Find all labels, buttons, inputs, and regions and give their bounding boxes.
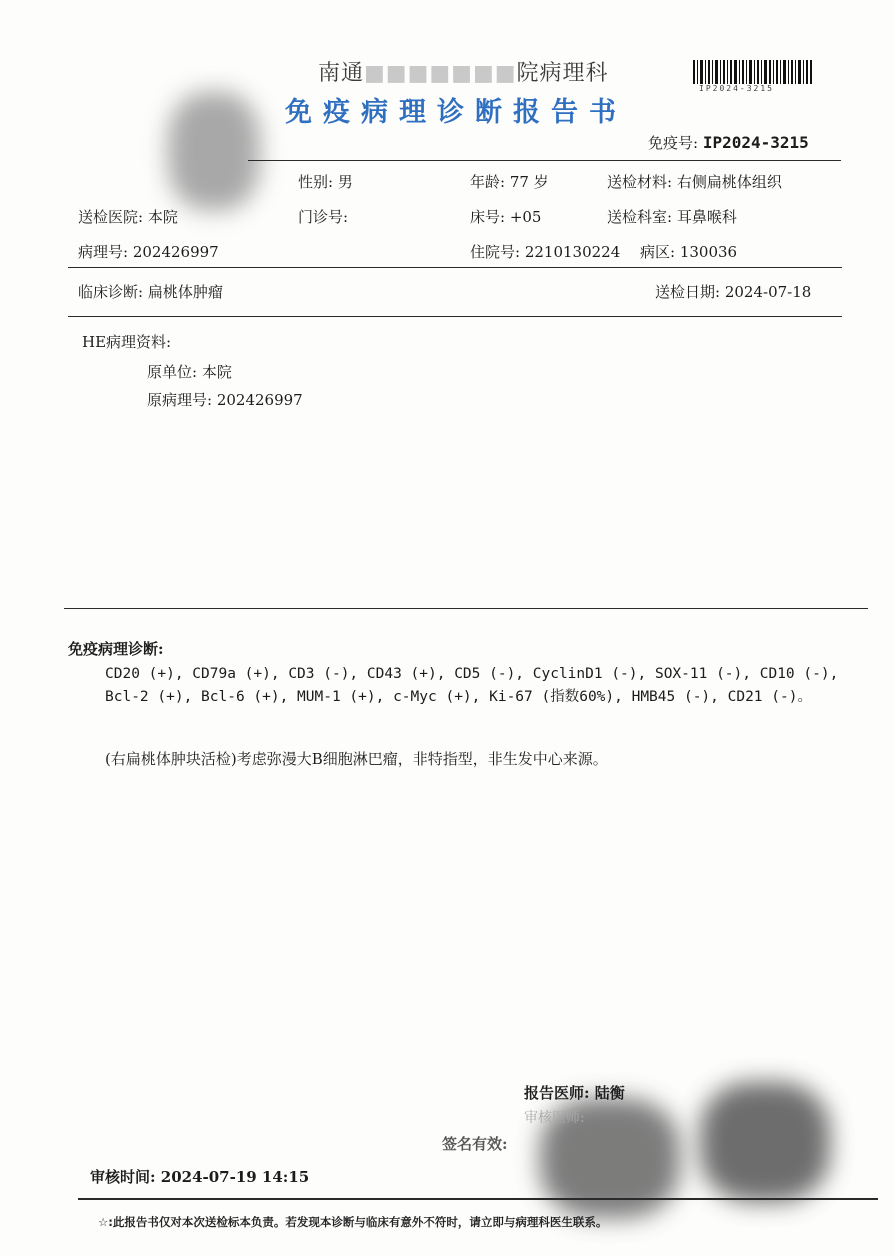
he-data-title: HE病理资料:: [82, 333, 172, 351]
department-field: 送检科室: 耳鼻喉科: [607, 208, 737, 226]
divider-diagnosis: [64, 608, 868, 609]
barcode-text: IP2024-3215: [699, 84, 774, 93]
hospital-field: 送检医院: 本院: [78, 208, 178, 226]
admission-number-field: 住院号: 2210130224: [470, 243, 621, 261]
hospital-name: [318, 56, 609, 87]
diagnosis-title: 免疫病理诊断:: [68, 640, 164, 658]
specimen-field: 送检材料: 右侧扁桃体组织: [607, 173, 782, 191]
hospital-name-redacted: ■■■■■■■: [364, 61, 517, 86]
divider-clinical: [68, 316, 842, 317]
pathology-number-field: 病理号: 202426997: [78, 243, 219, 261]
gender-field: 性别: 男: [298, 173, 353, 191]
diagnosis-markers: CD20 (+), CD79a (+), CD3 (-), CD43 (+), CD5 (-), CyclinD1 (-), SOX-11 (-), CD10 (-), Bcl-2 (+), Bcl-6 (+), MUM-1 (+), c-Myc (+), Ki-67 (指数60%), HMB45 (-), CD21 (-)。: [105, 666, 839, 705]
submit-date-field: 送检日期: 2024-07-18: [655, 283, 812, 301]
hospital-name-end: 院病理科: [516, 61, 609, 86]
review-doctor: 审核医师:: [524, 1110, 585, 1126]
report-title: 免疫病理诊断报告书: [285, 97, 627, 128]
clinical-diagnosis-field: 临床诊断: 扁桃体肿瘤: [78, 283, 223, 301]
diagnosis-conclusion: (右扁桃体肿块活检)考虑弥漫大B细胞淋巴瘤，非特指型，非生发中心来源。: [105, 750, 608, 768]
barcode-icon: [693, 60, 813, 84]
footer-note: ☆:此报告书仅对本次送检标本负责。若发现本诊断与临床有意外不符时，请立即与病理科医生联系。: [98, 1215, 608, 1229]
report-doctor: 报告医师: 陆衡: [524, 1084, 625, 1102]
divider-footer: [78, 1198, 878, 1200]
redaction-blur-top: [168, 92, 260, 210]
review-time: 审核时间: 2024-07-19 14:15: [90, 1168, 310, 1186]
original-unit: 原单位: 本院: [147, 363, 232, 381]
age-field: 年龄: 77 岁: [470, 173, 549, 191]
divider-info: [68, 267, 842, 268]
ip-value: IP2024-3215: [702, 133, 809, 152]
ip-label: 免疫号:: [648, 134, 699, 152]
outpatient-field: 门诊号:: [298, 208, 349, 226]
signature-valid: 签名有效:: [442, 1135, 508, 1153]
ip-number: [648, 132, 809, 153]
original-pathology-number: 原病理号: 202426997: [147, 391, 303, 409]
hospital-name-start: 南通: [318, 61, 365, 86]
bed-field: 床号: +05: [470, 208, 542, 226]
divider-top: [248, 160, 841, 161]
ward-field: 病区: 130036: [640, 243, 738, 261]
redaction-blur-stamp: [700, 1082, 830, 1202]
